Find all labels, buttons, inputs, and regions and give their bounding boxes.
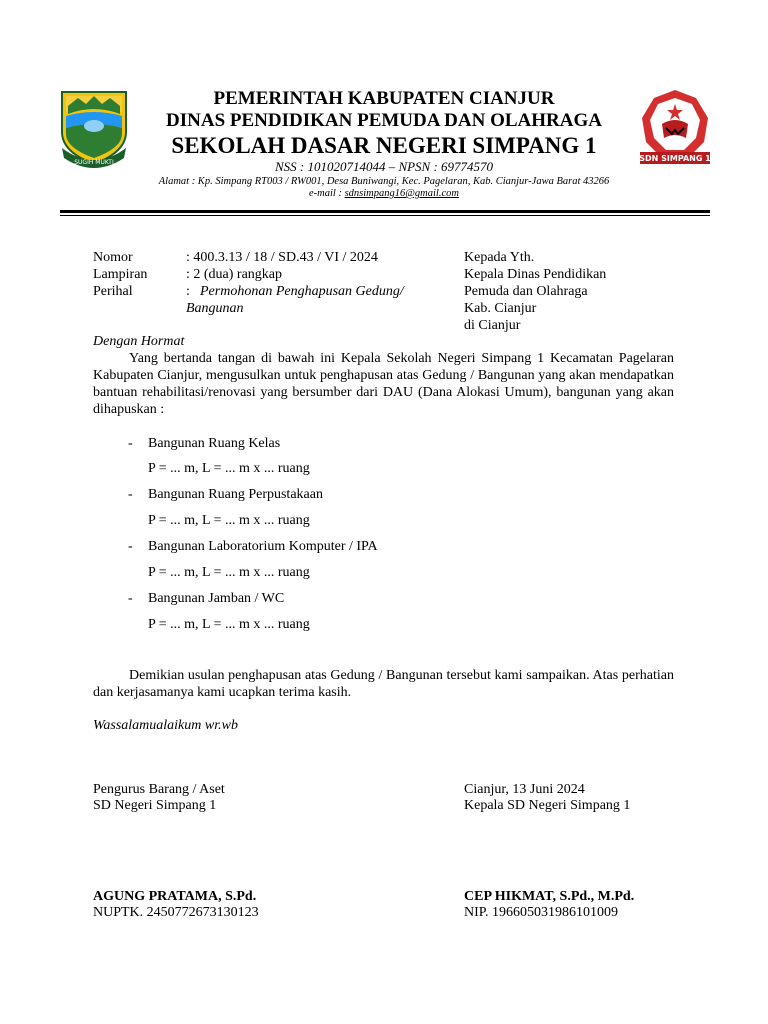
letter-date: Cianjur, 13 Juni 2024	[464, 782, 585, 797]
list-bullet: -	[128, 591, 133, 606]
left-signatory-institution: SD Negeri Simpang 1	[93, 798, 217, 813]
right-signatory-id: NIP. 196605031986101009	[464, 905, 619, 920]
right-logo-text: SDN SIMPANG 1	[639, 154, 711, 163]
list-item-size: P = ... m, L = ... m x ... ruang	[148, 513, 310, 528]
list-bullet: -	[128, 539, 133, 554]
lampiran-label: Lampiran	[93, 267, 148, 282]
header-school-name: SEKOLAH DASAR NEGERI SIMPANG 1	[171, 133, 597, 158]
perihal-value-line1: Permohonan Penghapusan Gedung/	[200, 284, 404, 299]
header-rule-thick	[60, 210, 710, 213]
lampiran-value: : 2 (dua) rangkap	[186, 267, 283, 282]
nomor-label: Nomor	[93, 250, 133, 265]
list-bullet: -	[128, 487, 133, 502]
list-bullet: -	[128, 436, 133, 451]
header-school-ids: NSS : 101020714044 – NPSN : 69774570	[274, 159, 494, 174]
closing-paragraph: Demikian usulan penghapusan atas Gedung / Bangunan tersebut kami sampaikan. Atas perhatian dan kerjasamanya kami ucapkan terima kasih.	[93, 668, 674, 700]
list-item-size: P = ... m, L = ... m x ... ruang	[148, 617, 310, 632]
email-link[interactable]: sdnsimpang16@gmail.com	[344, 188, 459, 199]
recipient-line4: Kab. Cianjur	[464, 301, 537, 316]
header-address: Alamat : Kp. Simpang RT003 / RW001, Desa Buniwangi, Kec. Pagelaran, Kab. Cianjur-Jawa Barat 43266	[158, 176, 610, 187]
perihal-label: Perihal	[93, 284, 133, 299]
list-item-name: Bangunan Jamban / WC	[148, 591, 285, 606]
list-item-size: P = ... m, L = ... m x ... ruang	[148, 565, 310, 580]
left-signatory-name: AGUNG PRATAMA, S.Pd.	[93, 889, 257, 904]
intro-paragraph: Yang bertanda tangan di bawah ini Kepala Sekolah Negeri Simpang 1 Kecamatan Pagelaran Kabupaten Cianjur, mengusulkan untuk penghapusan atas Gedung / Bangunan yang akan mendapatkan bantuan rehabilitasi/renovasi yang bersumber dari DAU (Dana Alokasi Umum), bangunan yang akan dihapuskan :	[93, 351, 674, 417]
right-signatory-name: CEP HIKMAT, S.Pd., M.Pd.	[464, 889, 635, 904]
header-department: DINAS PENDIDIKAN PEMUDA DAN OLAHRAGA	[166, 110, 602, 131]
recipient-line1: Kepada Yth.	[464, 250, 535, 265]
list-item-name: Bangunan Ruang Kelas	[148, 436, 281, 451]
nomor-value: : 400.3.13 / 18 / SD.43 / VI / 2024	[186, 250, 378, 265]
recipient-line5: di Cianjur	[464, 318, 521, 333]
list-item-name: Bangunan Laboratorium Komputer / IPA	[148, 539, 378, 554]
perihal-colon: :	[186, 284, 190, 299]
greeting: Dengan Hormat	[93, 334, 185, 349]
left-signatory-role: Pengurus Barang / Aset	[93, 782, 225, 797]
salam: Wassalamualaikum wr.wb	[93, 718, 238, 733]
left-signatory-id: NUPTK. 2450772673130123	[93, 905, 259, 920]
recipient-line2: Kepala Dinas Pendidikan	[464, 267, 607, 282]
header-rule-thin	[60, 215, 710, 216]
email-prefix: e-mail :	[309, 188, 345, 199]
header-email-line	[0, 188, 768, 199]
list-item-size: P = ... m, L = ... m x ... ruang	[148, 461, 310, 476]
right-signatory-role: Kepala SD Negeri Simpang 1	[464, 798, 631, 813]
left-logo-text: SUGIH MUKTI	[74, 159, 114, 166]
list-item-name: Bangunan Ruang Perpustakaan	[148, 487, 323, 502]
perihal-value-line2: Bangunan	[186, 301, 244, 316]
recipient-line3: Pemuda dan Olahraga	[464, 284, 588, 299]
header-government: PEMERINTAH KABUPATEN CIANJUR	[213, 88, 555, 109]
